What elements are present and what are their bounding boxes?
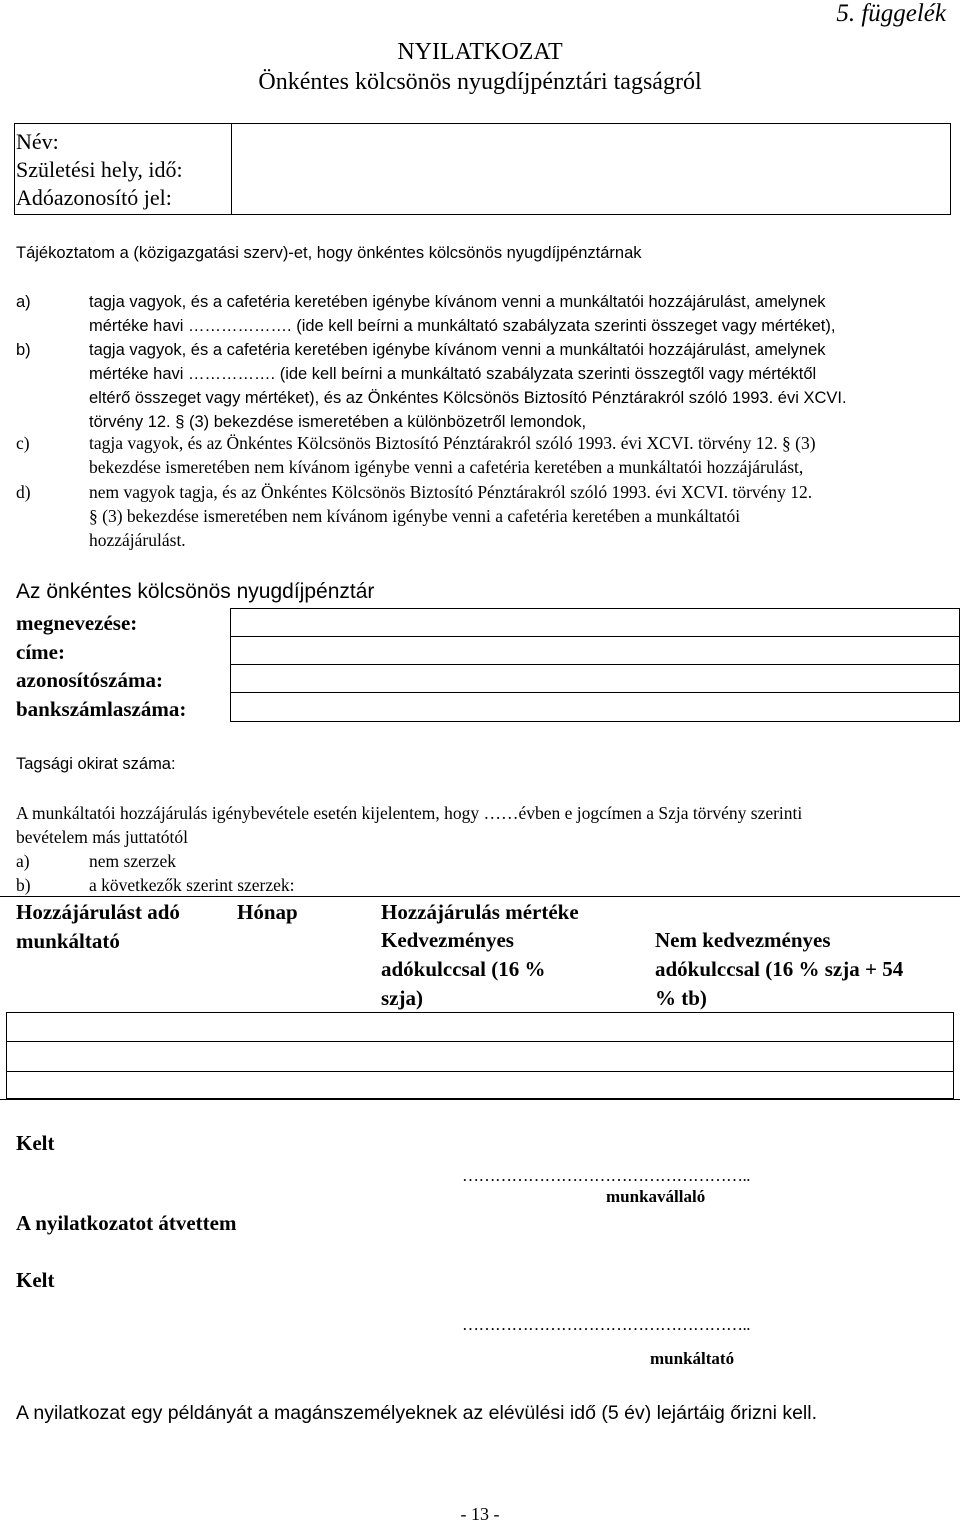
fund-value-box	[230, 608, 960, 722]
option-line: nem vagyok tagja, és az Önkéntes Kölcsönös Biztosító Pénztárakról szóló 1993. évi XCVI. törvény 12.	[89, 482, 813, 502]
kelt-label-2: Kelt	[16, 1268, 55, 1292]
fund-id-label: azonosítószáma:	[16, 668, 163, 692]
declaration	[16, 801, 950, 897]
declaration-option-a	[16, 849, 950, 873]
option-line: bekezdése ismeretében nem kívánom igénybe venni a cafetéria keretében a munkáltatói hozzájárulást,	[89, 457, 804, 477]
received-label: A nyilatkozatot átvettem	[16, 1211, 237, 1235]
option-line: tagja vagyok, és az Önkéntes Kölcsönös Biztosító Pénztárakról szóló 1993. évi XCVI. törvény 12. § (3)	[89, 433, 816, 453]
personal-data-value-box	[230, 123, 951, 215]
tax-id-label: Adóazonosító jel:	[16, 185, 172, 210]
declaration-line: bevételem más juttatótól	[16, 827, 189, 847]
page-number: - 13 -	[460, 1504, 500, 1524]
option-line: tagja vagyok, és a cafetéria keretében igénybe kívánom venni a munkáltatói hozzájárulást, amelynek	[89, 293, 826, 311]
declaration-option-b	[16, 873, 950, 897]
option-label: a)	[16, 851, 30, 871]
col-month-header: Hónap	[237, 900, 298, 924]
option-line: § (3) bekezdése ismeretében nem kívánom igénybe venni a cafetéria keretében a munkáltatói	[89, 506, 741, 526]
option-line: mértéke havi ………………. (ide kell beírni a munkáltató szabályzata szerinti összeget vagy mértéket),	[89, 317, 836, 335]
birth-label: Születési hely, idő:	[16, 157, 183, 182]
col-employer-header: Hozzájárulást adó munkáltató	[16, 900, 180, 953]
membership-label: Tagsági okirat száma:	[16, 755, 176, 773]
col-preferential-header: Kedvezményes adókulccsal (16 % szja)	[381, 928, 546, 1010]
option-line: eltérő összeget vagy mértéket), és az Önkéntes Kölcsönös Biztosító Pénztárakról szóló 1993. évi XCVI.	[89, 389, 847, 407]
option-label: b)	[16, 341, 31, 359]
option-line: mértéke havi ……………. (ide kell beírni a munkáltató szabályzata szerinti összegtől vagy mértéktől	[89, 365, 817, 383]
signature-line-employer: ……………………………………………..	[462, 1315, 750, 1334]
kelt-label-1: Kelt	[16, 1131, 55, 1155]
footer-note: A nyilatkozat egy példányát a magánszemélyeknek az elévülési idő (5 év) lejártáig őrizni kell.	[16, 1402, 818, 1424]
employer-caption: munkáltató	[650, 1349, 735, 1368]
appendix-label: 5. függelék	[836, 0, 946, 27]
option-line: törvény 12. § (3) bekezdése ismeretében a különbözetről lemondok,	[89, 413, 587, 431]
col-nonpreferential-header: Nem kedvezményes adókulccsal (16 % szja + 54 % tb)	[655, 928, 904, 1010]
intro-text: Tájékoztatom a (közigazgatási szerv)-et, hogy önkéntes kölcsönös nyugdíjpénztárnak	[16, 244, 642, 262]
option-line: hozzájárulást.	[89, 530, 186, 550]
option-line: tagja vagyok, és a cafetéria keretében igénybe kívánom venni a munkáltatói hozzájárulást, amelynek	[89, 341, 826, 359]
fund-bank-label: bankszámlaszáma:	[16, 697, 187, 721]
option-label: b)	[16, 875, 31, 895]
option-text: a következők szerint szerzek:	[89, 875, 295, 895]
col-amount-header: Hozzájárulás mértéke	[381, 900, 579, 924]
fund-name-label: megnevezése:	[16, 611, 138, 635]
document-title: NYILATKOZAT	[397, 39, 563, 65]
option-label: c)	[16, 433, 30, 453]
name-label: Név:	[16, 129, 59, 154]
employee-caption: munkavállaló	[606, 1187, 706, 1206]
option-text: nem szerzek	[89, 851, 176, 871]
option-label: d)	[16, 482, 31, 502]
document-subtitle: Önkéntes kölcsönös nyugdíjpénztári tagságról	[258, 69, 702, 95]
fund-address-label: címe:	[16, 640, 65, 664]
fund-heading: Az önkéntes kölcsönös nyugdíjpénztár	[16, 580, 375, 603]
signature-line-employee: ……………………………………………..	[462, 1166, 750, 1185]
option-label: a)	[16, 293, 31, 311]
declaration-line: A munkáltatói hozzájárulás igénybevétele esetén kijelentem, hogy ……évben e jogcímen a Szja törvény szerinti	[16, 803, 803, 823]
